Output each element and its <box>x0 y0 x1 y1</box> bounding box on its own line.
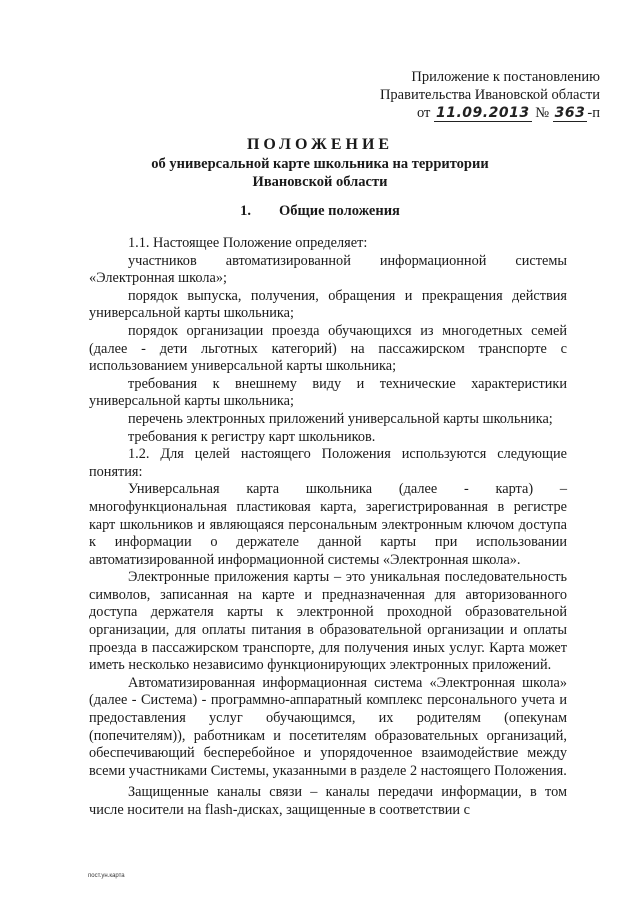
paragraph: порядок выпуска, получения, обращения и прекращения действия универсальной карты школьника; <box>89 287 567 322</box>
paragraph: перечень электронных приложений универсальной карты школьника; <box>128 410 553 427</box>
header-line-2: Правительства Ивановской области <box>379 87 600 103</box>
title-subtitle-1: об универсальной карте школьника на территории <box>151 156 489 172</box>
paragraph: порядок организации проезда обучающихся из многодетных семей (далее - дети льготных категорий) на пассажирском транспорте с использованием универсальной карты школьника; <box>89 322 567 375</box>
title-main: ПОЛОЖЕНИЕ <box>246 136 394 153</box>
section-title: Общие положения <box>278 203 400 219</box>
date-prefix: от <box>416 105 431 121</box>
paragraph: участников автоматизированной информационной системы «Электронная школа»; <box>89 252 567 287</box>
document-body <box>89 235 567 820</box>
footer-file-label: пост.ун.карта <box>88 873 125 879</box>
handwritten-date: 11.09.2013 <box>436 105 530 121</box>
paragraph: 1.2. Для целей настоящего Положения используются следующие понятия: <box>89 446 567 480</box>
header-line-3 <box>300 104 600 122</box>
paragraph: 1.1. Настоящее Положение определяет: <box>128 235 368 251</box>
handwritten-number: 363 <box>554 105 586 121</box>
paragraph: Электронные приложения карты – это уникальная последовательность символов, записанная на карте и предназначенная для авторизованного доступа держателя карты к электронной проходной образовательной организации, для оплаты питания в образовательной организации и оплаты проезда в пассажирском транспорте, для получения иных услуг. Карта может иметь несколько независимо функционирующих электронных приложений. <box>89 569 567 674</box>
header-line-1: Приложение к постановлению <box>411 69 600 85</box>
section-number: 1. <box>240 203 251 219</box>
paragraph: Универсальная карта школьника (далее - карта) – многофункциональная пластиковая карта, зарегистрированная в регистре карт школьников и являющаяся персональным электронным ключом доступа к информации о держателе данной карты при использовании автоматизированной информационной системы «Электронная школа». <box>89 481 567 568</box>
section-heading <box>0 203 640 220</box>
paragraph: требования к регистру карт школьников. <box>128 428 376 445</box>
document-title <box>0 135 640 191</box>
paragraph: требования к внешнему виду и технические характеристики универсальной карты школьника; <box>89 375 567 410</box>
approval-header <box>300 68 600 122</box>
paragraph: Защищенные каналы связи – каналы передачи информации, в том числе носители на flash-дисках, защищенные в соответствии с <box>89 784 567 818</box>
number-prefix: № <box>535 105 550 121</box>
paragraph: Автоматизированная информационная система «Электронная школа» (далее - Система) - программно-аппаратный комплекс персонального учета и предоставления услуг обучающимся, их родителям (опекунам (попечителям)), работникам и посетителям образовательных организаций, обеспечивающий бесперебойное и упорядоченное взаимодействие между всеми участниками Системы, указанными в разделе 2 настоящего Положения. <box>89 674 567 779</box>
title-subtitle-2: Ивановской области <box>252 174 388 190</box>
number-suffix: -п <box>587 105 600 121</box>
